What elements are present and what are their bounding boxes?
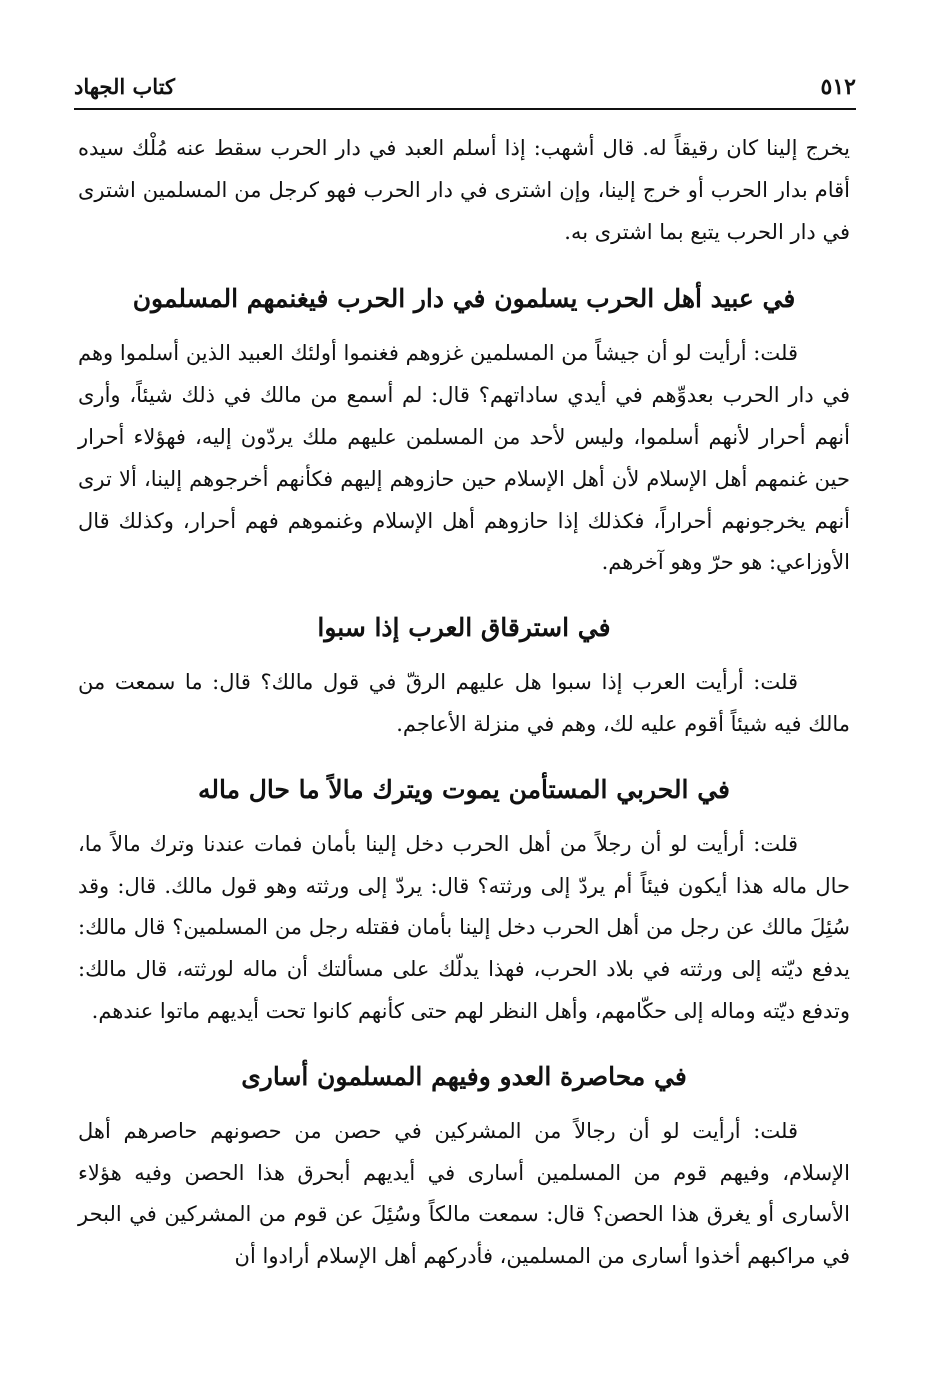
section-heading: في استرقاق العرب إذا سبوا <box>317 613 611 643</box>
section-heading: في عبيد أهل الحرب يسلمون في دار الحرب فيغنمهم المسلمون <box>132 284 796 314</box>
running-header <box>74 72 856 102</box>
section-enemy-slaves <box>78 279 850 584</box>
section-paragraph: قلت: أرأيت لو أن جيشاً من المسلمين غزوهم فغنموا أولئك العبيد الذين أسلموا وهم في دار الحرب بعدوِّهم في أيدي ساداتهم؟ قال: لم أسمع من مالك في ذلك شيئاً، وأرى أنهم أحرار لأنهم أسلموا، وليس لأحد من المسلمن عليهم ملك يردّون إليه، فهؤلاء أحرار حين غنمهم أهل الإسلام لأن أهل الإسلام حين حازوهم إليهم فكأنهم أخرجوهم إلينا، ألا ترى أنهم يخرجونهم أحراراً، فكذلك إذا حازوهم أهل الإسلام وغنموهم فهم أحرار، وكذلك قال الأوزاعي: هو حرّ وهو آخرهم. <box>78 341 850 575</box>
section-heading: في محاصرة العدو وفيهم المسلمون أسارى <box>241 1061 687 1091</box>
header-rule <box>74 108 856 110</box>
section-mustamin-estate <box>78 770 850 1033</box>
opening-paragraph: يخرج إلينا كان رقيقاً له. قال أشهب: إذا أسلم العبد في دار الحرب سقط عنه مُلْك سيده أقام بدار الحرب أو خرج إلينا، وإن اشترى في دار الحرب فهو كرجل من المسلمين اشترى في دار الحرب يتبع بما اشترى به. <box>78 136 850 244</box>
section-enslaving-arabs <box>78 608 850 746</box>
section-heading: في الحربي المستأمن يموت ويترك مالاً ما حال ماله <box>198 774 730 804</box>
section-paragraph: قلت: أرأيت لو أن رجالاً من المشركين في حصن من حصونهم حاصرهم أهل الإسلام، وفيهم قوم من المسلمين أسارى في أيديهم أبحرق هذا الحصن وفيه هؤلاء الأسارى أو يغرق هذا الحصن؟ قال: سمعت مالكاً وسُئِلَ عن قوم من المشركين في البحر في مراكبهم أخذوا أسارى من المسلمين، فأدركهم أهل الإسلام أرادوا أن <box>78 1118 850 1269</box>
book-title: كتاب الجهاد <box>74 74 176 99</box>
section-paragraph: قلت: أرأيت لو أن رجلاً من أهل الحرب دخل إلينا بأمان فمات عندنا وترك مالاً ما، حال ماله هذا أيكون فيئاً أم يردّ إلى ورثته؟ قال: يردّ إلى ورثته وهو قول مالك. قال: وقد سُئِلَ مالك عن رجل من أهل الحرب دخل إلينا بأمان فقتله رجل من المسلمين؟ قال مالك: يدفع ديّته إلى ورثته في بلاد الحرب، فهذا يدلّك على مسألتك أن ماله لورثته، قال مالك: وتدفع ديّته وماله إلى حكّامهم، وأهل النظر لهم حتى كأنهم كانوا تحت أيديهم ماتوا عندهم. <box>78 831 850 1023</box>
page-number: ٥١٢ <box>820 74 856 100</box>
text-body <box>78 128 850 1302</box>
section-besieging-enemy <box>78 1057 850 1278</box>
section-paragraph: قلت: أرأيت العرب إذا سبوا هل عليهم الرقّ في قول مالك؟ قال: ما سمعت من مالك فيه شيئاً أقوم عليه لك، وهم في منزلة الأعاجم. <box>78 670 850 736</box>
